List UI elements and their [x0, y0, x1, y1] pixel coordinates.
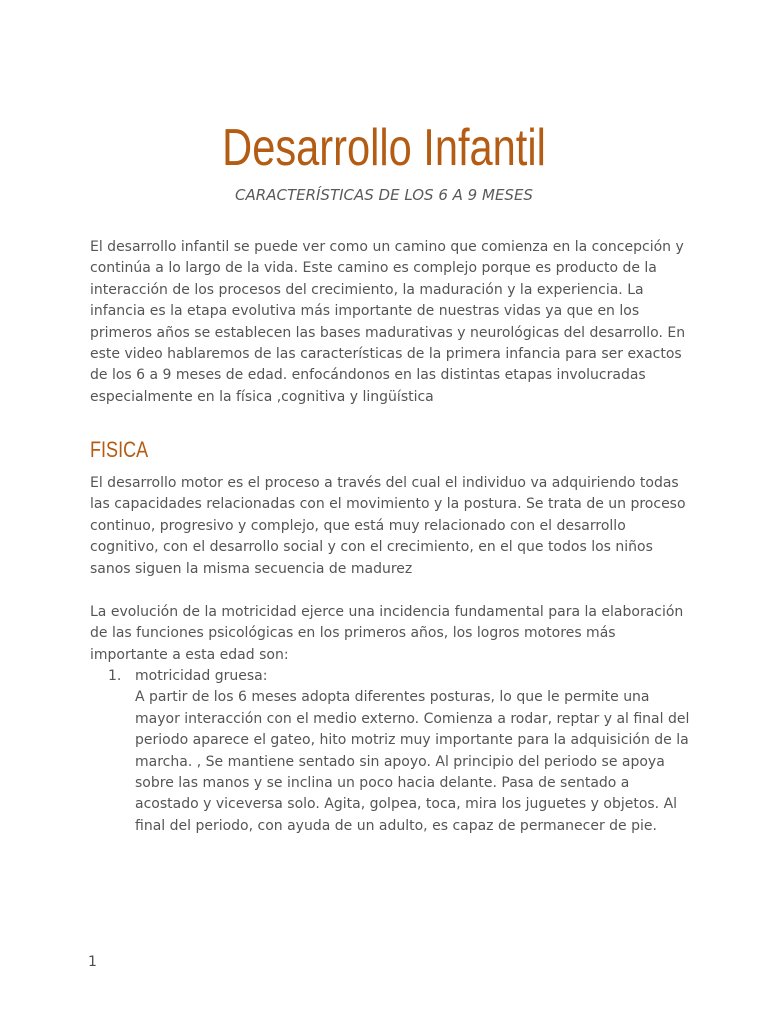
intro-paragraph: El desarrollo infantil se puede ver como un camino que comienza en la concepción y continúa a lo largo de la vida. Este camino es complejo porque es producto de la interacción de los procesos del crecimiento, la maduración y la experiencia. La infancia es la etapa evolutiva más importante de nuestras vidas ya que en los primeros años se establecen las bases madurativas y neurológicas del desarrollo. En este video hablaremos de las características de la primera infancia para ser exactos de los 6 a 9 meses de edad. enfocándonos en las distintas etapas involucradas especialmente en la física ,cognitiva y lingüística	[90, 239, 686, 405]
page-number: 1	[88, 954, 97, 970]
document-subtitle: CARACTERÍSTICAS DE LOS 6 A 9 MESES	[235, 186, 533, 204]
numbered-list	[108, 666, 690, 837]
list-item-body	[135, 666, 690, 837]
list-item-title: motricidad gruesa:	[135, 668, 268, 684]
section-paragraph: El desarrollo motor es el proceso a través del cual el individuo va adquiriendo todas las capacidades relacionadas con el movimiento y la postura. Se trata de un proceso continuo, progresivo y complejo, que está muy relacionado con el desarrollo cognitivo, con el desarrollo social y con el crecimiento, en el que todos los niños sanos siguen la misma secuencia de madurez	[90, 475, 686, 577]
section-heading-fisica: FISICA	[90, 437, 149, 462]
list-item-number: 1.	[108, 668, 122, 684]
document-title: Desarrollo Infantil	[222, 119, 546, 177]
list-item-text: A partir de los 6 meses adopta diferentes posturas, lo que le permite una mayor interacción con el medio externo. Comienza a rodar, reptar y al final del periodo aparece el gateo, hito motriz muy importante para la adquisición de la marcha. , Se mantiene sentado sin apoyo. Al principio del periodo se apoya sobre las manos y se inclina un poco hacia delante. Pasa de sentado a acostado y viceversa solo. Agita, golpea, toca, mira los juguetes y objetos. Al final del periodo, con ayuda de un adulto, es capaz de permanecer de pie.	[135, 689, 690, 834]
list-item	[108, 666, 690, 837]
section-paragraph: La evolución de la motricidad ejerce una incidencia fundamental para la elaboración de las funciones psicológicas en los primeros años, los logros motores más importante a esta edad son:	[90, 604, 684, 663]
